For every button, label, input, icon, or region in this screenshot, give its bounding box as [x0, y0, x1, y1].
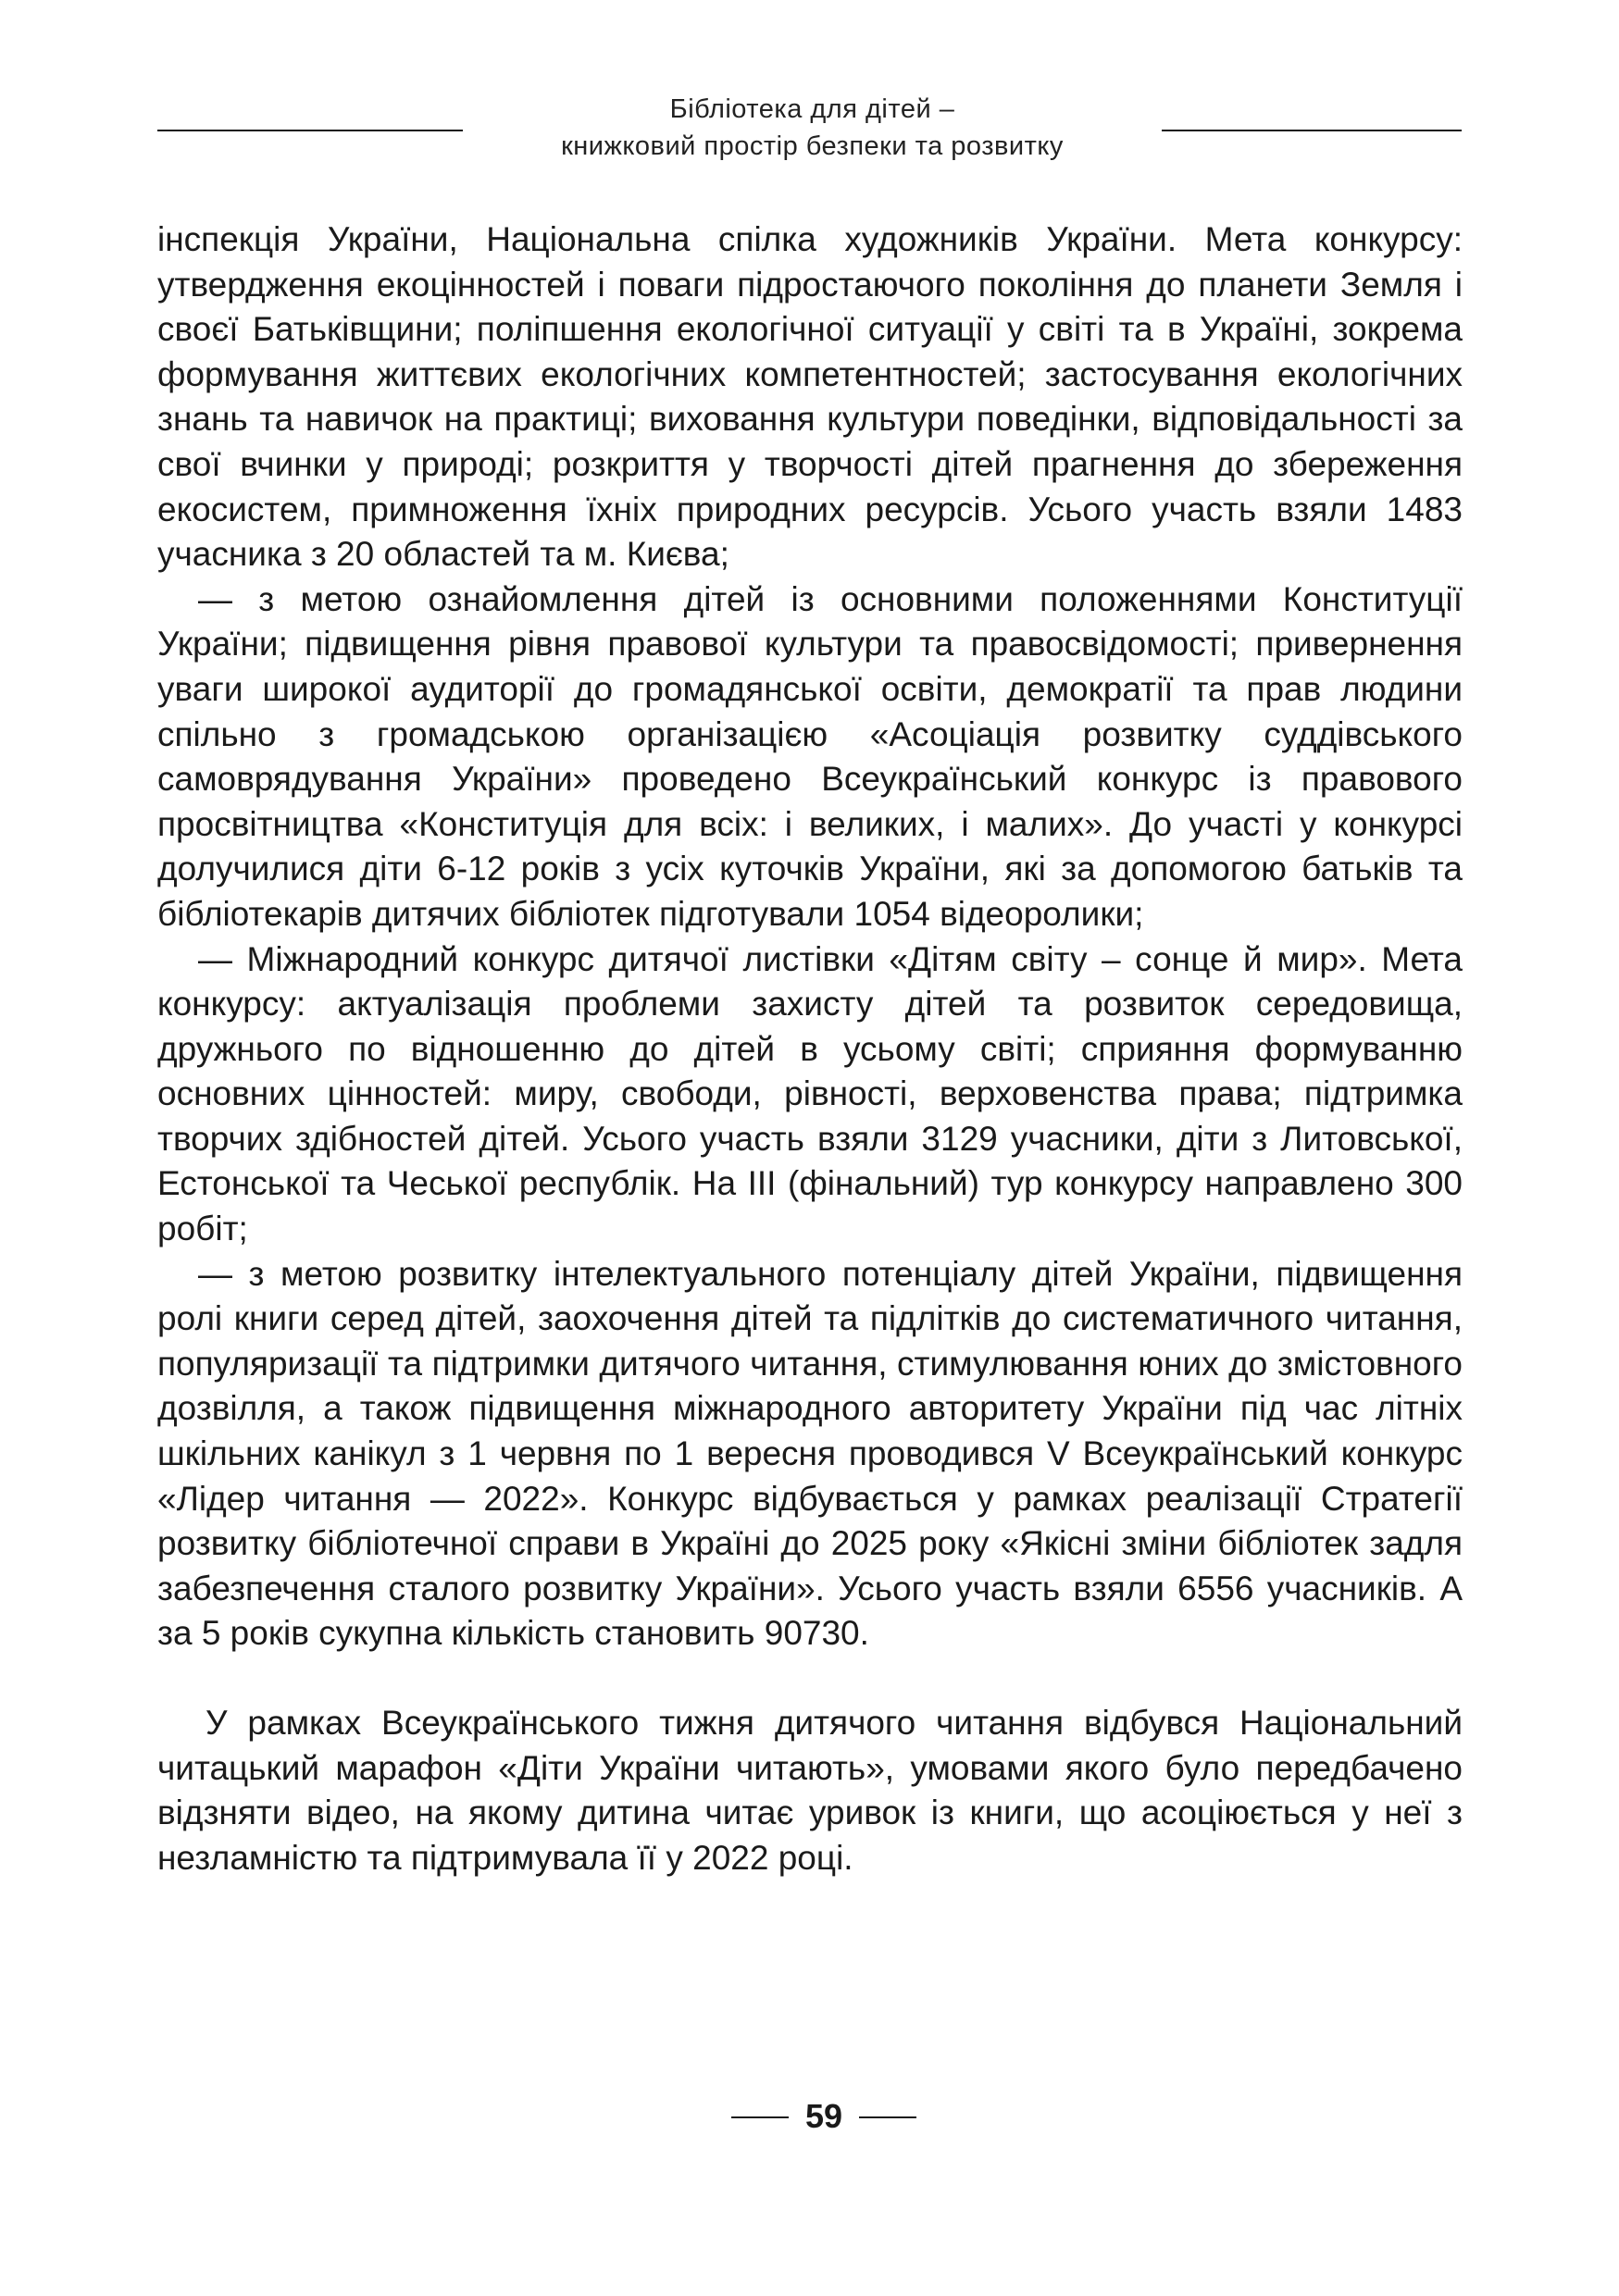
header-rule-left [157, 130, 463, 131]
page-footer [0, 2093, 1619, 2140]
paragraph-2: — з метою ознайомлення дітей із основними положеннями Конституції України; підвищення рівня правової культури та правосвідомості; привернення уваги широкої аудиторії до громадянської освіти, демократії та прав людини спільно з громадською організацією «Асоціація розвитку суддівського самоврядування України» проведено Всеукраїнський конкурс із правового просвітництва «Конституція для всіх: і великих, і малих». До участі у конкурсі долучилися діти 6-12 років з усіх куточків України, які за допомогою батьків та бібліотекарів дитячих бібліотек підготували 1054 відеоролики; [157, 579, 1463, 933]
running-header [0, 91, 1619, 174]
paragraph-4: — з метою розвитку інтелектуального потенціалу дітей України, підвищення ролі книги серед дітей, заохочення дітей та підлітків до систематичного читання, популяризації та підтримки дитячого читання, стимулювання юних до змістовного дозвілля, а також підвищення міжнародного авторитету України під час літніх шкільних канікул з 1 червня по 1 вересня проводився V Всеукраїнський конкурс «Лідер читання — 2022». Конкурс відбувається у рамках реалізації Стратегії розвитку бібліотечної справи в Україні до 2025 року «Якісні зміни бібліотек задля забезпечення сталого розвитку України». Усього участь взяли 6556 учасників. А за 5 років сукупна кількість становить 90730. [157, 1254, 1463, 1653]
header-title [463, 91, 1162, 165]
page-number: 59 [804, 2097, 843, 2135]
header-rule-right [1162, 130, 1462, 131]
footer-rule-left [731, 2116, 789, 2118]
footer-rule-right [859, 2116, 916, 2118]
header-title-line-1: Бібліотека для дітей – [669, 94, 955, 124]
paragraph-1: інспекція України, Національна спілка художників України. Мета конкурсу: утвердження екоцінностей і поваги підростаючого покоління до планети Земля і своєї Батьківщини; поліпшення екологічної ситуації у світі та в Україні, зокрема формування життєвих екологічних компетентностей; застосування екологічних знань та навичок на практиці; виховання культури поведінки, відповідальності за свої вчинки у природі; розкриття у творчості дітей прагнення до збереження екосистем, примноження їхніх природних ресурсів. Усього участь взяли 1483 учасника з 20 областей та м. Києва; [157, 220, 1463, 574]
page-body [157, 217, 1463, 1880]
header-title-line-2: книжковий простір безпеки та розвитку [561, 131, 1064, 161]
paragraph-3: — Міжнародний конкурс дитячої листівки «Дітям світу – сонце й мир». Мета конкурсу: актуалізація проблеми захисту дітей та розвиток середовища, дружнього по відношенню до дітей в усьому світі; сприяння формуванню основних цінностей: миру, свободи, рівності, верховенства права; підтримка творчих здібностей дітей. Усього участь взяли 3129 учасники, діти з Литовської, Естонської та Чеської республік. На ІІІ (фінальний) тур конкурсу направлено 300 робіт; [157, 939, 1463, 1248]
paragraph-5: У рамках Всеукраїнського тижня дитячого читання відбувся Національний читацький марафон «Діти України читають», умовами якого було передбачено відзняти відео, на якому дитина читає уривок із книги, що асоціюється у неї з незламністю та підтримувала її у 2022 році. [157, 1704, 1463, 1877]
